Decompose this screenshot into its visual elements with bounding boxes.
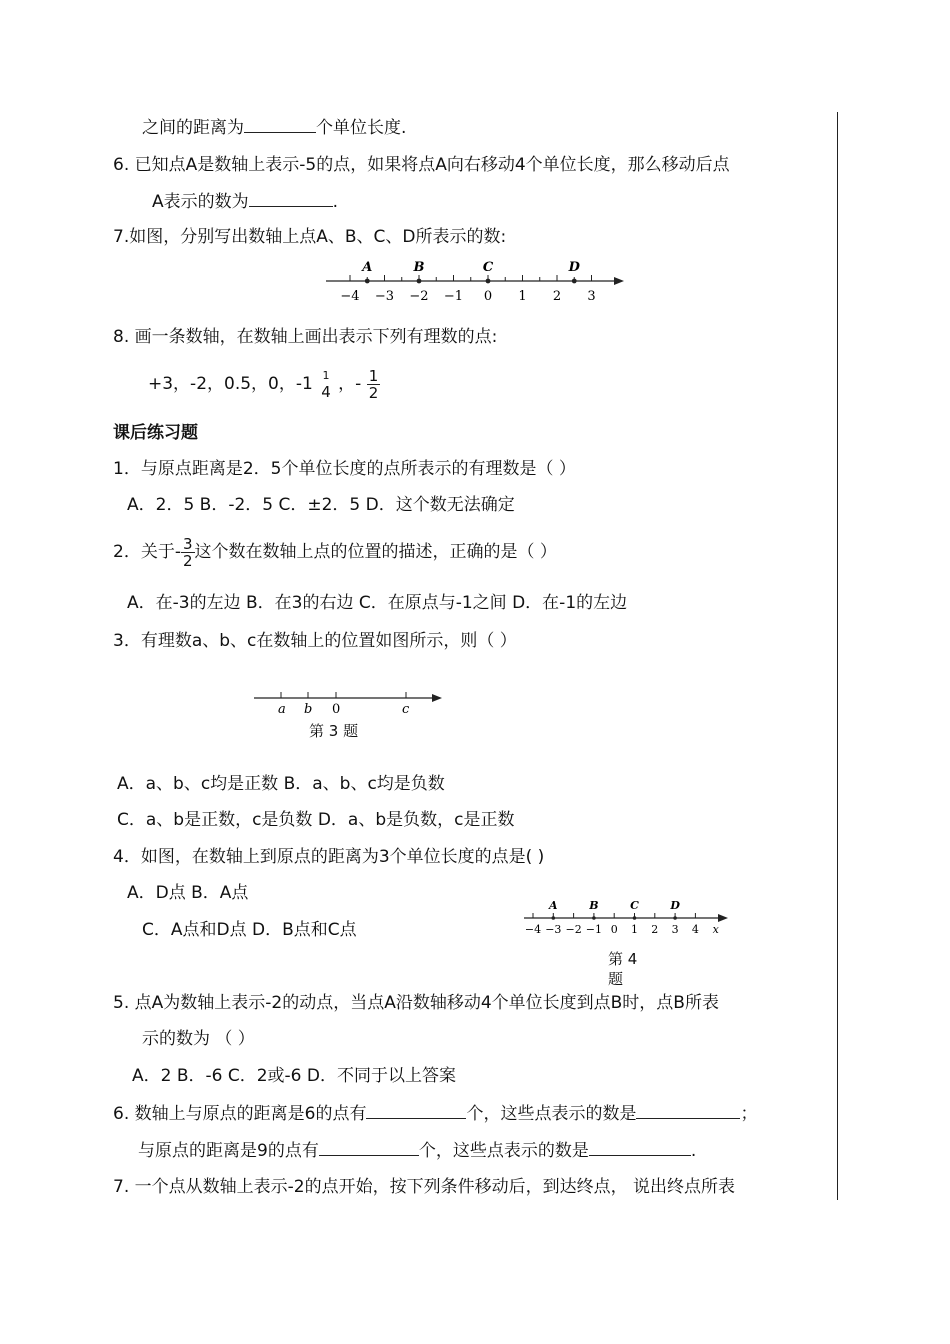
e2-options: A．在-3的左边 B．在3的右边 C．在原点与-1之间 D．在-1的左边 [127, 593, 628, 613]
q6-line2-text: A表示的数为 [152, 192, 249, 212]
q8-values [148, 364, 380, 404]
e4-options-ab: A．D点 B．A点 [127, 883, 249, 903]
q7-tick-label: −3 [374, 289, 395, 304]
answer-blank[interactable] [244, 116, 316, 133]
q7-tick-label: 2 [552, 289, 562, 304]
e3-question: 3．有理数a、b、c在数轴上的位置如图所示，则（ ） [113, 631, 517, 651]
e4-tick-label: −1 [585, 923, 603, 936]
answer-blank[interactable] [366, 1102, 466, 1119]
q7-number-line [318, 256, 638, 308]
e7-question: 7. 一个点从数轴上表示-2的点开始，按下列条件移动后，到达终点， 说出终点所表 [113, 1177, 735, 1197]
e6-text-b: 个，这些点表示的数是 [466, 1104, 637, 1124]
e4-point-a [552, 916, 556, 920]
q8-frac-num: 1 [368, 366, 379, 385]
e4-tick-label: 0 [610, 923, 618, 936]
q7-point-label: D [568, 260, 580, 275]
e4-caption-2: 题 [608, 970, 624, 988]
q8-fraction [367, 368, 381, 401]
e4-tick-label: 1 [631, 923, 638, 936]
e6-text-e: 个，这些点表示的数是 [418, 1141, 589, 1161]
e2-frac-num: 3 [182, 534, 193, 553]
e4-caption-1: 第 4 [608, 950, 638, 968]
q7-point-d [572, 279, 577, 284]
e3-options-cd: C．a、b是正数，c是负数 D．a、b是负数，c是正数 [117, 810, 515, 830]
e2-fraction [181, 536, 195, 569]
e4-point-label: B [589, 899, 599, 912]
answer-blank[interactable] [249, 190, 333, 207]
q6-end: . [332, 192, 339, 212]
e4-tick-label: x [712, 923, 719, 936]
e3-label-0: 0 [332, 702, 341, 717]
q8-mixed-den: 4 [321, 383, 331, 401]
q6-line2 [152, 190, 338, 213]
e4-tick-label: 2 [651, 923, 659, 936]
e3-caption: 第 3 题 [309, 722, 359, 740]
q5-tail-text-b: 个单位长度. [316, 118, 407, 138]
e4-point-label: A [549, 899, 558, 912]
e4-tick-label: 4 [691, 923, 699, 936]
q5-tail-text-a: 之间的距离为 [142, 118, 244, 138]
q8-mixed-num: 1 [322, 369, 330, 382]
e1-options: A．2．5 B．-2．5 C．±2．5 D．这个数无法确定 [127, 495, 515, 515]
e2-pre: 2．关于- [113, 542, 181, 562]
q7-point-label: B [413, 260, 425, 275]
e4-number-line [520, 896, 740, 942]
q7-tick-label: 0 [483, 289, 493, 304]
q7-tick-label: −4 [340, 289, 360, 304]
e5-question: 5. 点A为数轴上表示-2的动点，当点A沿数轴移动4个单位长度到点B时，点B所表 [113, 993, 719, 1013]
e4-point-label: C [630, 899, 639, 912]
q7-point-b [417, 279, 422, 284]
q7-point-c [486, 279, 491, 284]
e6-line1 [113, 1102, 757, 1125]
e4-point-label: D [670, 899, 680, 912]
q6-number: 6. [113, 155, 130, 175]
q6-line1 [113, 154, 730, 176]
e2-frac-den: 2 [182, 551, 193, 570]
q8-values-text: +3，-2，0.5，0，-1 [148, 374, 313, 394]
right-margin-line [837, 112, 838, 1200]
answer-blank[interactable] [636, 1102, 740, 1119]
e4-point-b [592, 916, 596, 920]
e4-tick-label: 3 [671, 923, 679, 936]
e6-text-d: 与原点的距离是9的点有 [138, 1141, 319, 1161]
e4-options-cd: C．A点和D点 D．B点和C点 [142, 920, 357, 940]
q7-point-label: C [482, 260, 494, 275]
q7-question: 7.如图，分别写出数轴上点A、B、C、D所表示的数: [113, 227, 507, 247]
q8-frac-den: 2 [368, 383, 379, 402]
answer-blank[interactable] [319, 1139, 419, 1156]
q8-mixed-fraction [319, 368, 333, 400]
e5-line2: 示的数为 （ ） [142, 1029, 255, 1049]
q7-tick-label: −2 [409, 289, 429, 304]
e2-post: 这个数在数轴上点的位置的描述，正确的是（ ） [194, 542, 557, 562]
e2-question [113, 530, 557, 574]
q7-point-a [365, 279, 370, 284]
e1-question: 1．与原点距离是2．5个单位长度的点所表示的有理数是（ ） [113, 459, 576, 479]
e3-options-ab: A．a、b、c均是正数 B．a、b、c均是负数 [117, 774, 445, 794]
e6-text-c: ； [740, 1104, 758, 1124]
q8-question: 8. 画一条数轴，在数轴上画出表示下列有理数的点: [113, 327, 498, 347]
q7-tick-label: −1 [443, 289, 464, 304]
e5-options: A．2 B．-6 C．2或-6 D．不同于以上答案 [132, 1066, 456, 1086]
e6-text-f: . [690, 1141, 697, 1161]
e3-label-a: a [278, 702, 286, 717]
q7-tick-label: 1 [518, 289, 527, 304]
q6-text: 已知点A是数轴上表示-5的点，如果将点A向右移动4个单位长度，那么移动后点 [134, 155, 730, 175]
e4-tick-label: −2 [565, 923, 582, 936]
e4-tick-label: −4 [524, 923, 542, 936]
q7-point-label: A [362, 260, 373, 275]
e6-text-a: 6. 数轴上与原点的距离是6的点有 [113, 1104, 367, 1124]
q5-tail-line [142, 116, 406, 139]
e3-number-line [248, 686, 448, 720]
e4-point-c [633, 916, 637, 920]
e3-label-b: b [304, 702, 313, 717]
q7-tick-label: 3 [587, 289, 596, 304]
answer-blank[interactable] [589, 1139, 691, 1156]
q8-sep: ，- [338, 374, 362, 394]
e4-point-d [673, 916, 677, 920]
e6-line2 [138, 1139, 696, 1162]
e3-label-c: c [402, 702, 410, 717]
e4-question: 4．如图，在数轴上到原点的距离为3个单位长度的点是( ) [113, 847, 545, 867]
section-title: 课后练习题 [113, 423, 198, 443]
e4-tick-label: −3 [545, 923, 562, 936]
